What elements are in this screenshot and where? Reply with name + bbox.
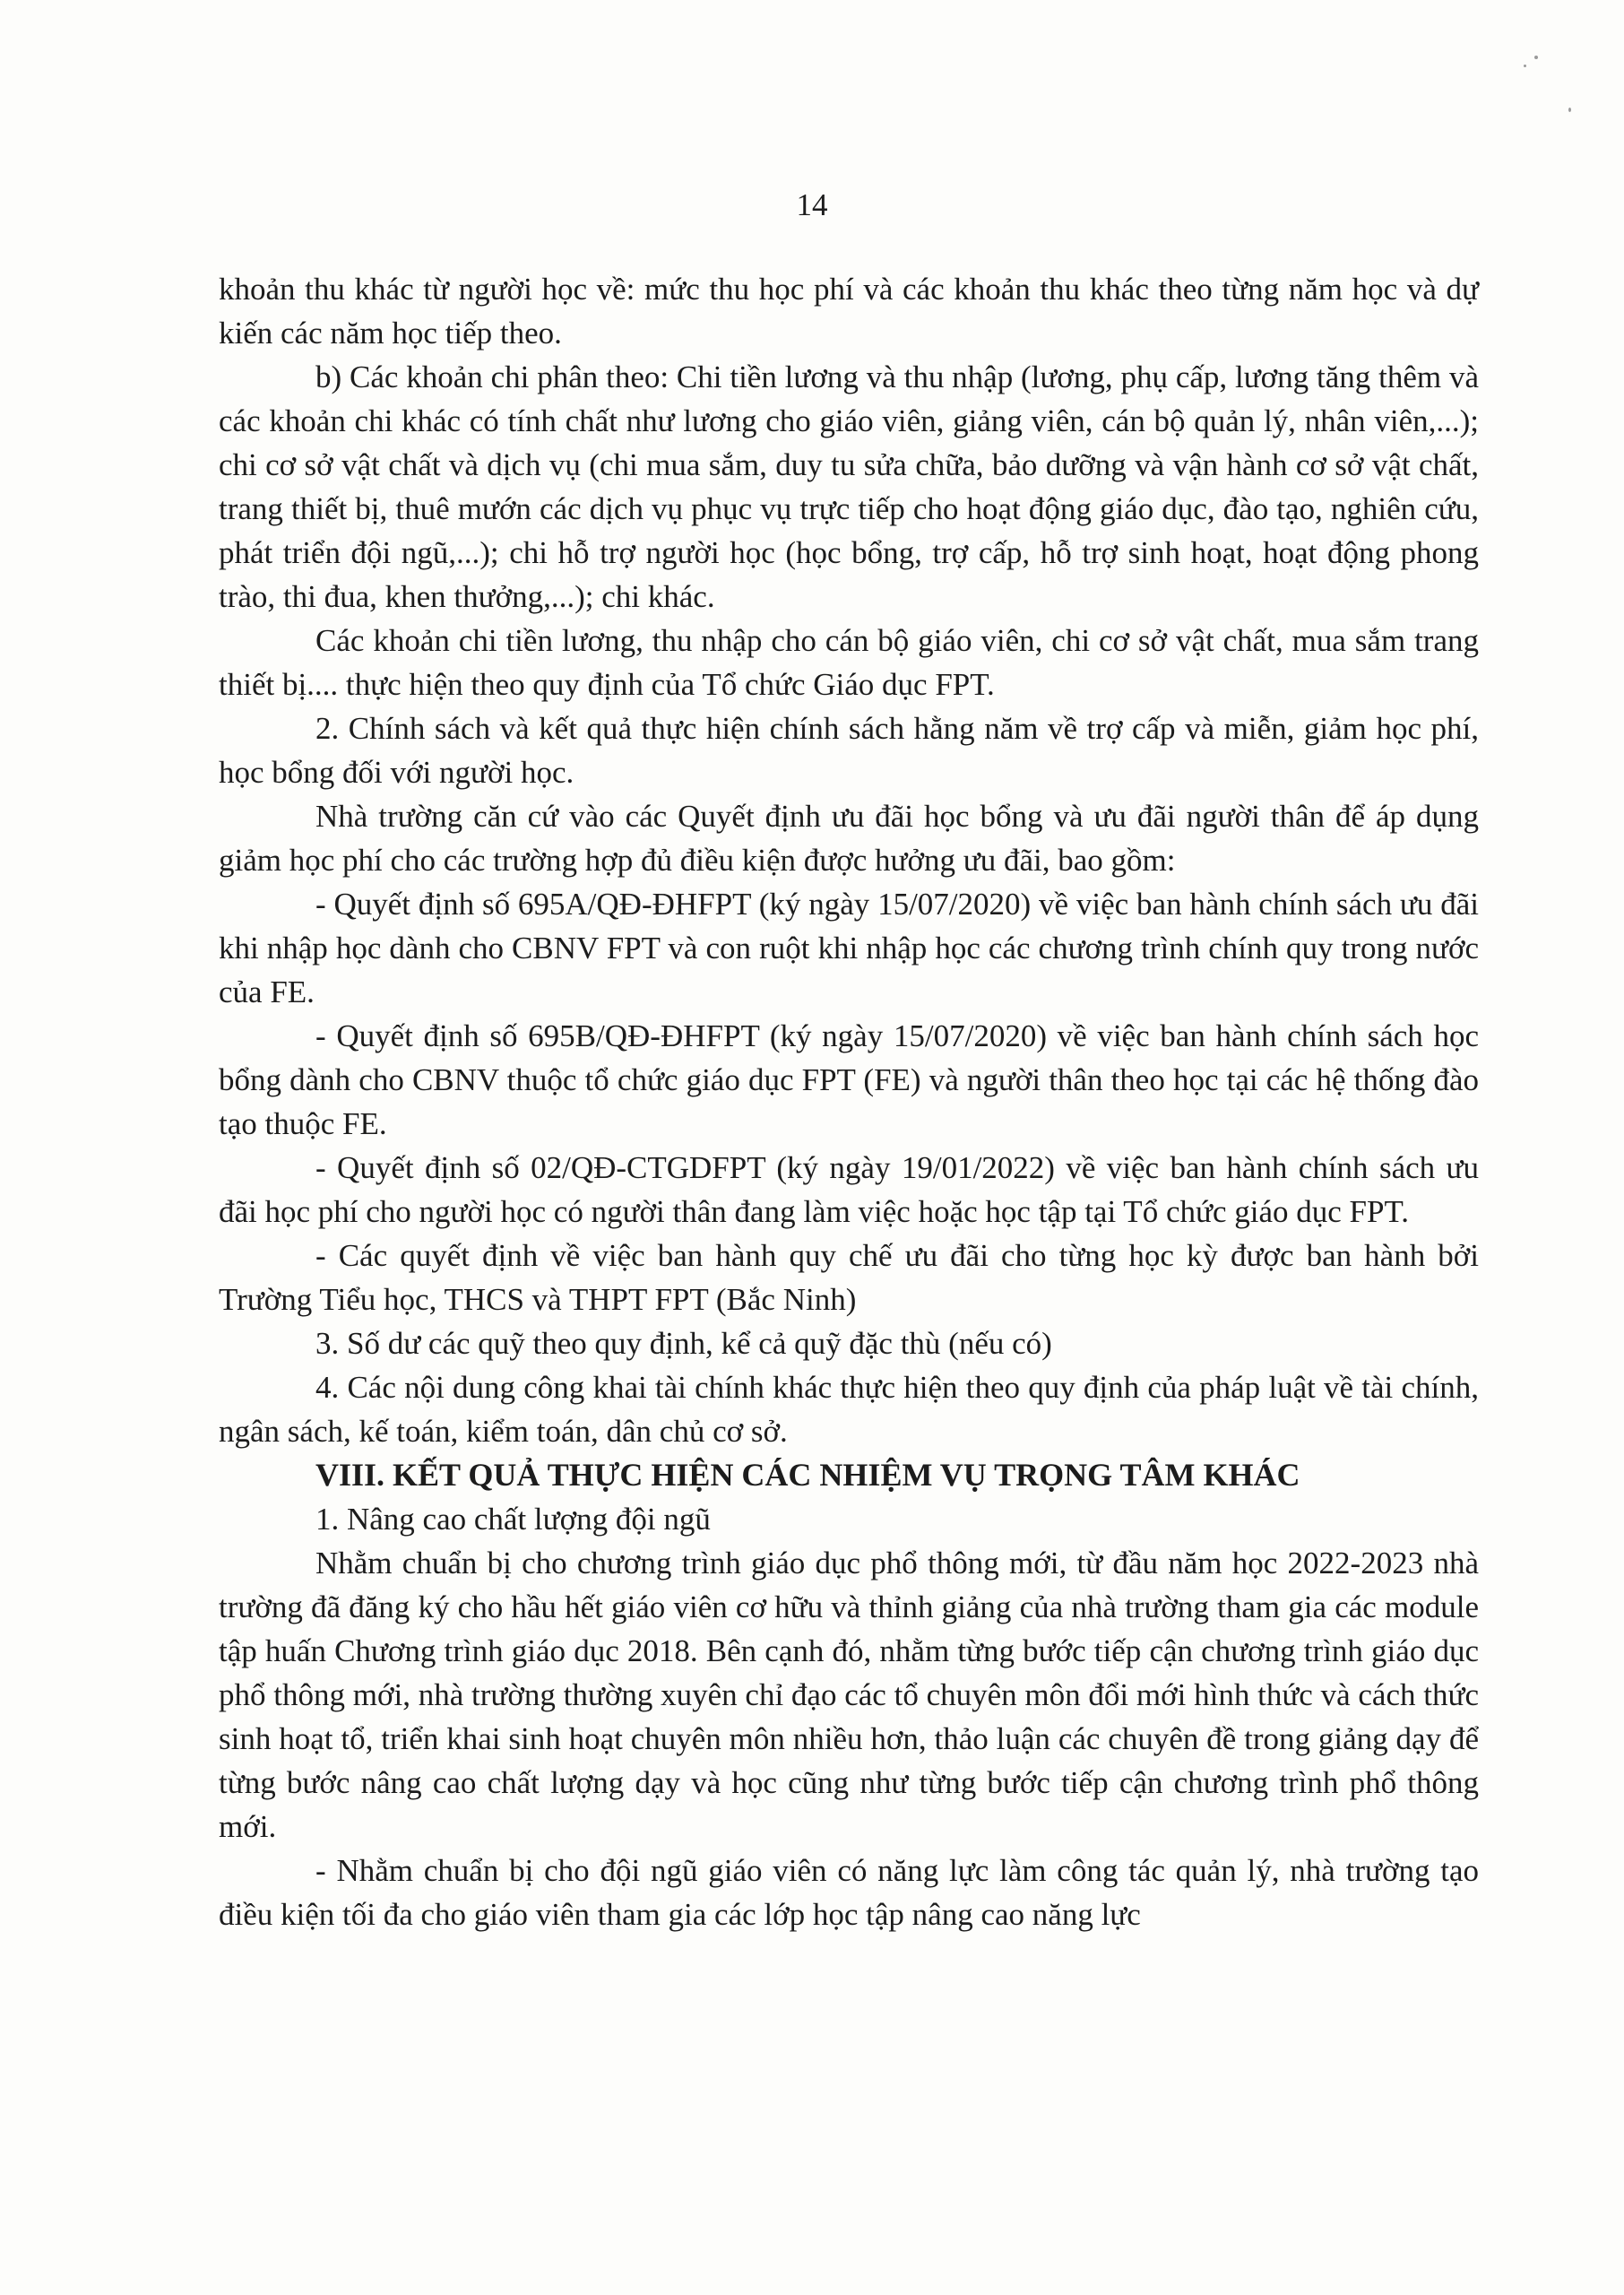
- section-heading: VIII. KẾT QUẢ THỰC HIỆN CÁC NHIỆM VỤ TRỌNG TÂM KHÁC: [315, 1457, 1300, 1493]
- scan-speck: [1524, 65, 1526, 67]
- paragraph: 2. Chính sách và kết quả thực hiện chính sách hằng năm về trợ cấp và miễn, giảm học phí, học bổng đối với người học.: [219, 711, 1479, 790]
- paragraph: 1. Nâng cao chất lượng đội ngũ: [315, 1502, 711, 1537]
- paragraph: khoản thu khác từ người học về: mức thu học phí và các khoản thu khác theo từng năm học và dự kiến các năm học tiếp theo.: [219, 272, 1479, 351]
- paragraph: - Quyết định số 02/QĐ-CTGDFPT (ký ngày 19/01/2022) về việc ban hành chính sách ưu đãi học phí cho người học có người thân đang làm việc hoặc học tập tại Tổ chức giáo dục FPT.: [219, 1150, 1479, 1229]
- paragraph: 4. Các nội dung công khai tài chính khác thực hiện theo quy định của pháp luật về tài chính, ngân sách, kế toán, kiểm toán, dân chủ cơ sở.: [219, 1370, 1479, 1449]
- document-body: [219, 267, 1479, 1936]
- paragraph: - Quyết định số 695B/QĐ-ĐHFPT (ký ngày 15/07/2020) về việc ban hành chính sách học bổng dành cho CBNV thuộc tổ chức giáo dục FPT (FE) và người thân theo học tại các hệ thống đào tạo thuộc FE.: [219, 1018, 1479, 1141]
- paragraph: Nhằm chuẩn bị cho chương trình giáo dục phổ thông mới, từ đầu năm học 2022-2023 nhà trường đã đăng ký cho hầu hết giáo viên cơ hữu và thỉnh giảng của nhà trường tham gia các module tập huấn Chương trình giáo dục 2018. Bên cạnh đó, nhằm từng bước tiếp cận chương trình giáo dục phổ thông mới, nhà trường thường xuyên chỉ đạo các tổ chuyên môn đổi mới hình thức và cách thức sinh hoạt tổ, triển khai sinh hoạt chuyên môn nhiều hơn, thảo luận các chuyên đề trong giảng dạy để từng bước nâng cao chất lượng dạy và học cũng như từng bước tiếp cận chương trình phổ thông mới.: [219, 1546, 1479, 1844]
- paragraph: Các khoản chi tiền lương, thu nhập cho cán bộ giáo viên, chi cơ sở vật chất, mua sắm trang thiết bị.... thực hiện theo quy định của Tổ chức Giáo dục FPT.: [219, 623, 1479, 702]
- paragraph: b) Các khoản chi phân theo: Chi tiền lương và thu nhập (lương, phụ cấp, lương tăng thêm và các khoản chi khác có tính chất như lương cho giáo viên, giảng viên, cán bộ quản lý, nhân viên,...); chi cơ sở vật chất và dịch vụ (chi mua sắm, duy tu sửa chữa, bảo dưỡng và vận hành cơ sở vật chất, trang thiết bị, thuê mướn các dịch vụ phục vụ trực tiếp cho hoạt động giáo dục, đào tạo, nghiên cứu, phát triển đội ngũ,...); chi hỗ trợ người học (học bổng, trợ cấp, hỗ trợ sinh hoạt, hoạt động phong trào, thi đua, khen thưởng,...); chi khác.: [219, 359, 1479, 614]
- paragraph: - Nhằm chuẩn bị cho đội ngũ giáo viên có năng lực làm công tác quản lý, nhà trường tạo điều kiện tối đa cho giáo viên tham gia các lớp học tập nâng cao năng lực: [219, 1853, 1479, 1932]
- scan-speck: [1568, 108, 1571, 112]
- paragraph: - Các quyết định về việc ban hành quy chế ưu đãi cho từng học kỳ được ban hành bởi Trường Tiểu học, THCS và THPT FPT (Bắc Ninh): [219, 1238, 1479, 1317]
- paragraph: Nhà trường căn cứ vào các Quyết định ưu đãi học bổng và ưu đãi người thân để áp dụng giảm học phí cho các trường hợp đủ điều kiện được hưởng ưu đãi, bao gồm:: [219, 799, 1479, 878]
- paragraph: - Quyết định số 695A/QĐ-ĐHFPT (ký ngày 15/07/2020) về việc ban hành chính sách ưu đãi khi nhập học dành cho CBNV FPT và con ruột khi nhập học các chương trình chính quy trong nước của FE.: [219, 887, 1479, 1009]
- page-number: 14: [796, 187, 828, 222]
- scan-speck: [1534, 56, 1538, 59]
- paragraph: 3. Số dư các quỹ theo quy định, kể cả quỹ đặc thù (nếu có): [315, 1326, 1052, 1361]
